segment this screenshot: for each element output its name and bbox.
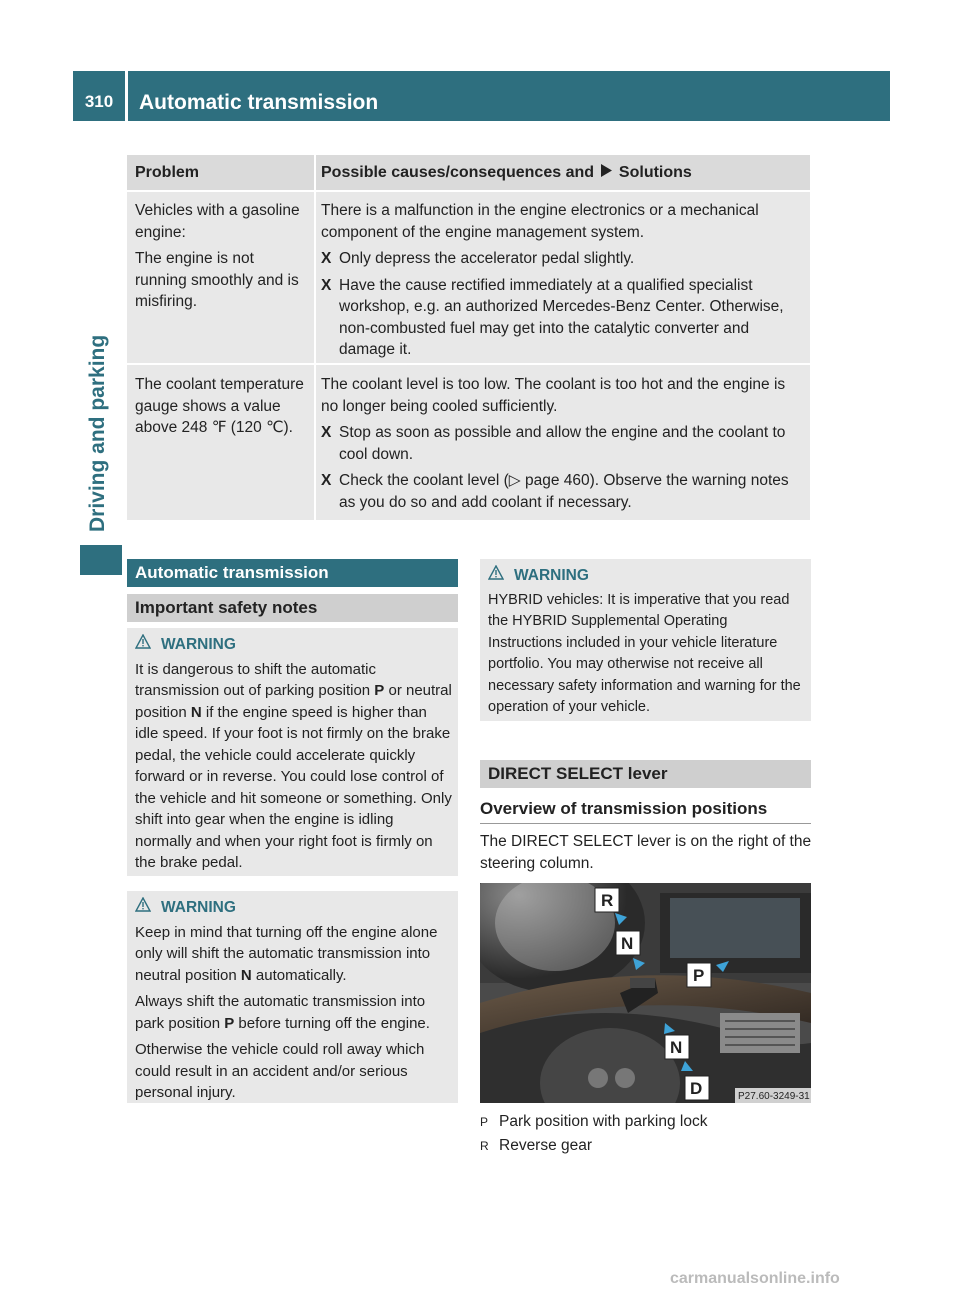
play-arrow-icon — [600, 155, 612, 191]
warning-triangle-icon — [135, 634, 161, 656]
legend-symbol: P — [480, 1115, 489, 1129]
section-title-direct-select: DIRECT SELECT lever — [480, 760, 811, 788]
table-header-solutions: Possible causes/consequences and Solutions — [316, 155, 810, 190]
step-x-icon: X — [321, 472, 332, 489]
warning-box — [127, 891, 458, 1103]
lever-illustration — [480, 883, 811, 1103]
problem-text: Vehicles with a gasoline engine: — [135, 202, 300, 241]
warning-text: Otherwise the vehicle could roll away which could result in an accident and/or serious personal injury. — [135, 1041, 425, 1101]
solution-step: X Stop as soon as possible and allow the engine and the coolant to cool down. — [321, 424, 786, 463]
watermark: carmanualsonline.info — [670, 1270, 840, 1287]
label-d: D — [690, 1079, 703, 1098]
legend-item: P Park position with parking lock — [480, 1113, 708, 1130]
warning-triangle-icon — [488, 565, 514, 587]
warning-box — [127, 628, 458, 876]
label-n-upper: N — [621, 934, 634, 953]
warning-text: Always shift the automatic transmission into park position P before turning off the engine. — [135, 993, 430, 1032]
label-n-lower: N — [670, 1038, 683, 1057]
warning-triangle-icon — [135, 897, 161, 919]
legend-symbol: R — [480, 1139, 489, 1153]
table-row — [127, 192, 810, 363]
problem-text: The coolant temperature gauge shows a value above 248 ℉ (120 ℃). — [135, 376, 304, 436]
step-x-icon: X — [321, 250, 332, 267]
chapter-tab-label: Driving and parking — [86, 334, 109, 532]
page-title: Automatic transmission — [139, 91, 379, 114]
warning-text: It is dangerous to shift the automatic transmission out of parking position P or neutral position N if the engine speed is higher than idle speed. If your foot is not firmly on the brake pedal, the vehicle could accelerate quickly forward or in reverse. You could lose control of the vehicle and hit someone or something. Only shift into gear when the engine is idling normally and when your right foot is firmly on the brake pedal. — [135, 660, 452, 871]
step-x-icon: X — [321, 276, 332, 294]
step-x-icon: X — [321, 424, 332, 441]
chapter-tab-block — [80, 545, 122, 575]
page-header — [73, 71, 890, 121]
legend-item: R Reverse gear — [480, 1137, 593, 1154]
subheading-rule — [480, 823, 811, 824]
warning-label: WARNING — [514, 567, 589, 584]
solution-step: X Only depress the accelerator pedal slightly. — [321, 248, 805, 270]
section-title-automatic-transmission: Automatic transmission — [127, 559, 458, 587]
problem-text: The engine is not running smoothly and is misfiring. — [135, 250, 299, 310]
cause-text: There is a malfunction in the engine electronics or a mechanical component of the engine management system. — [321, 202, 759, 241]
subheading-transmission-positions: Overview of transmission positions — [480, 799, 768, 818]
direct-select-lever-photo — [480, 883, 811, 1103]
cause-text: The coolant level is too low. The coolant is too hot and the engine is no longer being cooled sufficiently. — [321, 376, 786, 415]
warning-text: Keep in mind that turning off the engine alone only will shift the automatic transmission into neutral position N automatically. — [135, 923, 438, 984]
header-divider — [125, 71, 128, 121]
warning-label: WARNING — [161, 636, 236, 653]
subsection-title-safety-notes: Important safety notes — [127, 594, 458, 622]
table-row — [127, 365, 810, 520]
page-number: 310 — [84, 92, 114, 111]
solution-step: X Check the coolant level (▷ page 460). Observe the warning notes as you do so and add coolant if necessary. — [321, 472, 789, 511]
warning-text: HYBRID vehicles: It is imperative that you read the HYBRID Supplemental Operating Instructions included in your vehicle literature portfolio. You may otherwise not receive all necessary safety information and warning for the operation of your vehicle. — [488, 591, 801, 715]
label-p: P — [693, 966, 705, 985]
figure-code: P27.60-3249-31 — [738, 1091, 810, 1102]
warning-box — [480, 559, 811, 721]
warning-label: WARNING — [161, 899, 236, 916]
solution-step: X Have the cause rectified immediately at a qualified specialist workshop, e.g. an authorized Mercedes-Benz Center. Otherwise, non-combusted fuel may get into the catalytic converter and damage it. — [321, 276, 784, 358]
label-r: R — [601, 891, 614, 910]
table-header-problem: Problem — [127, 155, 314, 190]
intro-text: The DIRECT SELECT lever is on the right of the steering column. — [480, 833, 812, 872]
